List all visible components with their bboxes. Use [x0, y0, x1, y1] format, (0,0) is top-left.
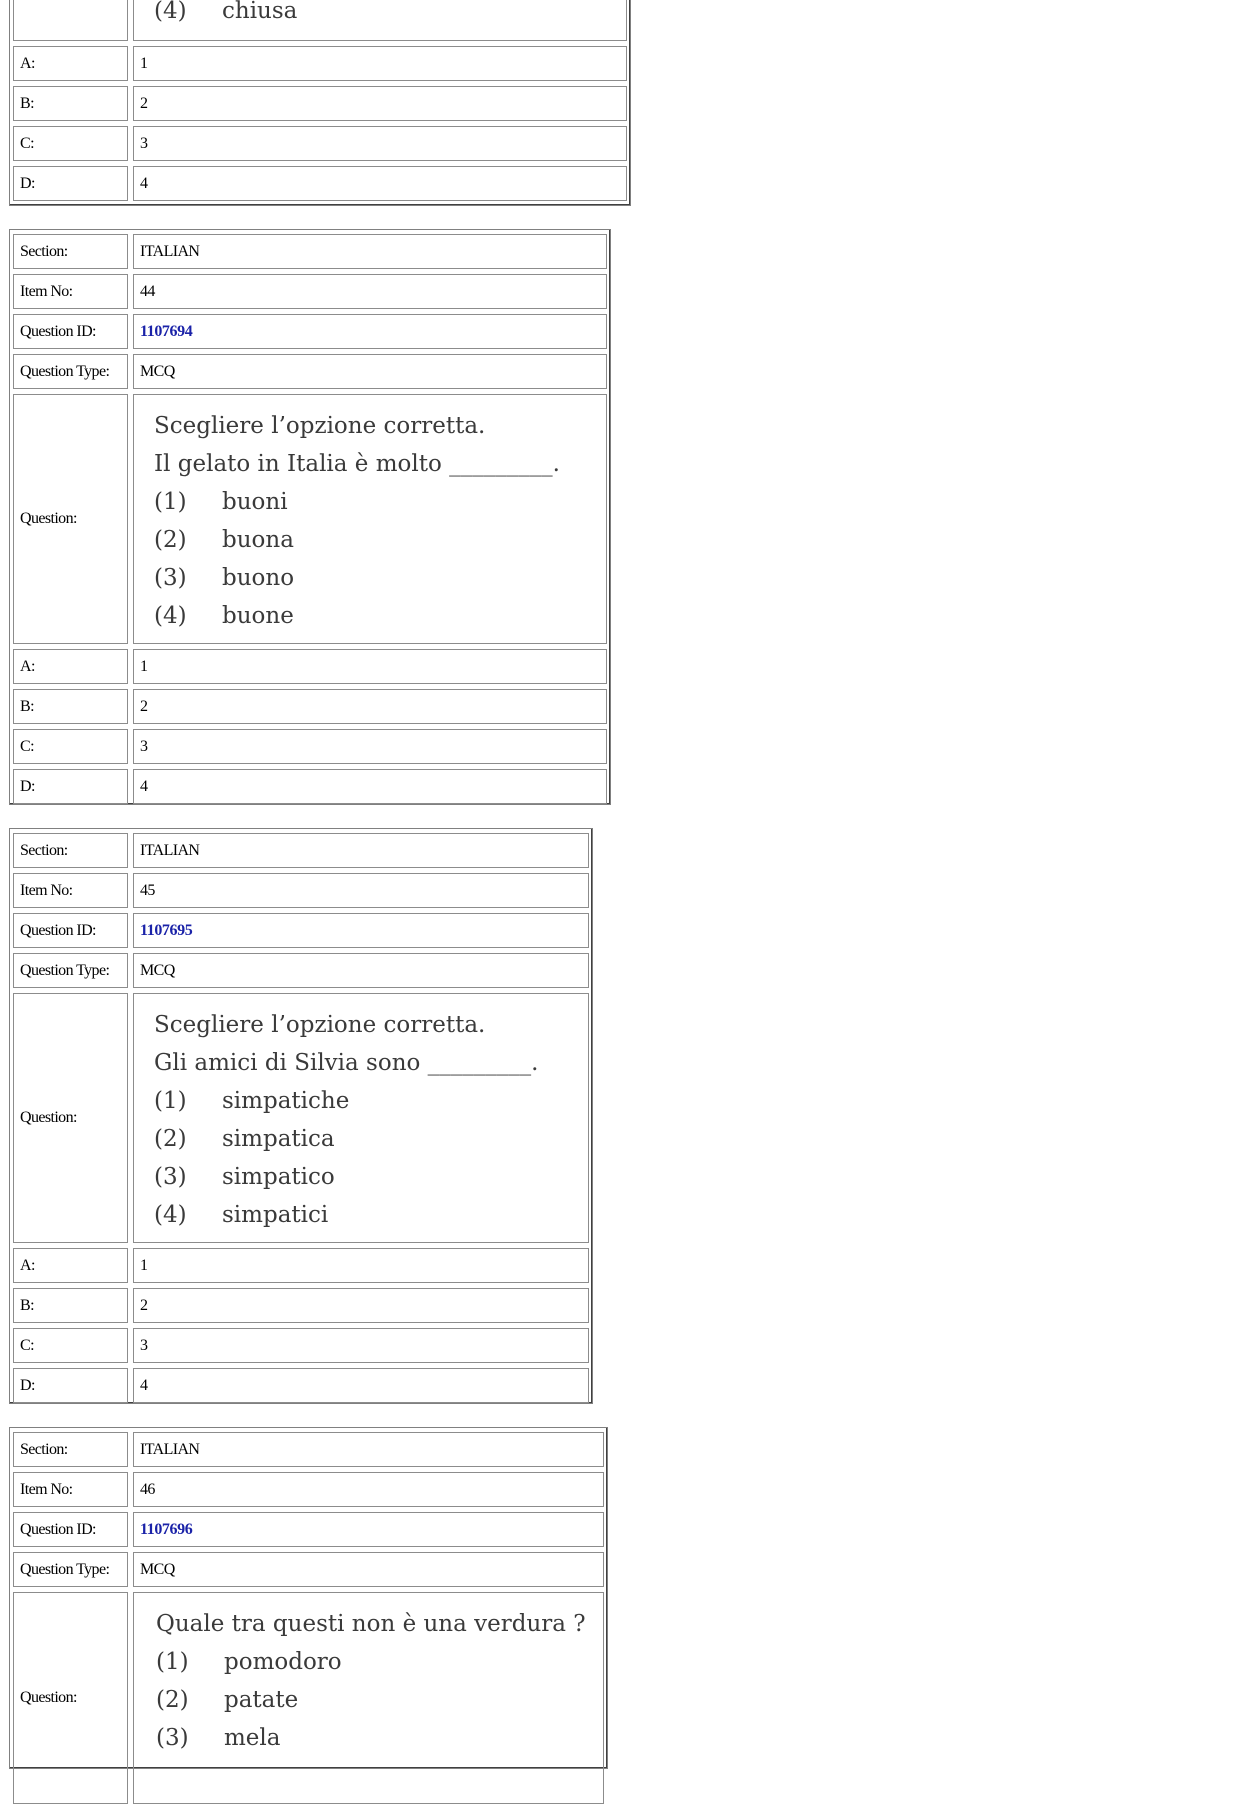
option-line: (3) mela [156, 1725, 281, 1751]
answer-row-b: B: 2 [13, 1288, 589, 1323]
question-table-partial [9, 0, 631, 206]
answer-value: 2 [133, 86, 627, 121]
prompt-line: Il gelato in Italia è molto _________. [154, 451, 560, 477]
option-line: (4) chiusa [154, 0, 298, 24]
section-row: Section: ITALIAN [13, 1432, 604, 1467]
question-type-row: Question Type: MCQ [13, 354, 607, 389]
answer-row-b: B: 2 [13, 689, 607, 724]
option-line: (1) pomodoro [156, 1649, 342, 1675]
question-id-value: 1107695 [133, 913, 589, 948]
answer-value: 2 [133, 1288, 589, 1323]
answer-value: 4 [133, 769, 607, 804]
question-content [140, 1593, 586, 1757]
question-row: Question: Scegliere l’opzione corretta. Il gelato in Italia è molto _________. (1) buoni (2) buona (3) buono (4) buone [13, 394, 607, 644]
question-id-value: 1107694 [133, 314, 607, 349]
option-line: (1) buoni [154, 489, 288, 515]
question-id-row: Question ID: 1107695 [13, 913, 589, 948]
question-row: Question: Quale tra questi non è una verdura ? (1) pomodoro (2) patate (3) mela [13, 1592, 604, 1804]
option-line: (4) simpatici [154, 1202, 329, 1228]
item-no-value: 45 [133, 873, 589, 908]
answer-value: 1 [133, 1248, 589, 1283]
question-table [9, 1427, 608, 1769]
answer-row-a: A: 1 [13, 649, 607, 684]
answer-label: D: [13, 166, 128, 201]
section-value: ITALIAN [133, 833, 589, 868]
option-line: (3) buono [154, 565, 295, 591]
answer-label: B: [13, 86, 128, 121]
answer-row-c [13, 126, 627, 161]
prompt-line: Quale tra questi non è una verdura ? [156, 1611, 586, 1637]
answer-value: 2 [133, 689, 607, 724]
question-type-row: Question Type: MCQ [13, 1552, 604, 1587]
answer-row-b [13, 86, 627, 121]
section-row: Section: ITALIAN [13, 234, 607, 269]
answer-row-d: D: 4 [13, 769, 607, 804]
answer-label: C: [13, 126, 128, 161]
answer-value: 3 [133, 729, 607, 764]
question-table [9, 229, 611, 805]
question-row: Question: Scegliere l’opzione corretta. Gli amici di Silvia sono _________. (1) simpatiche (2) simpatica (3) simpatico (4) simpatici [13, 993, 589, 1243]
question-id-row: Question ID: 1107694 [13, 314, 607, 349]
question-content [140, 395, 560, 635]
answer-value: 1 [133, 46, 627, 81]
question-type-value: MCQ [133, 354, 607, 389]
answer-row-a [13, 46, 627, 81]
prompt-line: Gli amici di Silvia sono _________. [154, 1050, 539, 1076]
option-line: (4) buone [154, 603, 294, 629]
question-table [9, 828, 593, 1404]
answer-value: 4 [133, 1368, 589, 1403]
question-type-value: MCQ [133, 953, 589, 988]
option-line: (2) buona [154, 527, 294, 553]
option-line: (3) simpatico [154, 1164, 335, 1190]
question-id-row: Question ID: 1107696 [13, 1512, 604, 1547]
question-type-row: Question Type: MCQ [13, 953, 589, 988]
item-no-value: 44 [133, 274, 607, 309]
option-line: (2) simpatica [154, 1126, 335, 1152]
question-type-value: MCQ [133, 1552, 604, 1587]
option-line: (1) simpatiche [154, 1088, 350, 1114]
answer-value: 1 [133, 649, 607, 684]
answer-value: 4 [133, 166, 627, 201]
section-value: ITALIAN [133, 1432, 604, 1467]
answer-label: A: [13, 46, 128, 81]
answer-value: 3 [133, 1328, 589, 1363]
answer-row-c: C: 3 [13, 1328, 589, 1363]
answer-value: 3 [133, 126, 627, 161]
prompt-line: Scegliere l’opzione corretta. [154, 1012, 486, 1038]
question-content [140, 994, 539, 1234]
answer-row-c: C: 3 [13, 729, 607, 764]
item-no-row: Item No: 45 [13, 873, 589, 908]
section-value: ITALIAN [133, 234, 607, 269]
item-no-row: Item No: 46 [13, 1472, 604, 1507]
answer-row-d [13, 166, 627, 201]
section-row: Section: ITALIAN [13, 833, 589, 868]
prompt-line: Scegliere l’opzione corretta. [154, 413, 486, 439]
item-no-row: Item No: 44 [13, 274, 607, 309]
answer-row-d: D: 4 [13, 1368, 589, 1403]
question-row [13, 0, 627, 41]
option-line: (2) patate [156, 1687, 299, 1713]
item-no-value: 46 [133, 1472, 604, 1507]
question-id-value: 1107696 [133, 1512, 604, 1547]
answer-row-a: A: 1 [13, 1248, 589, 1283]
